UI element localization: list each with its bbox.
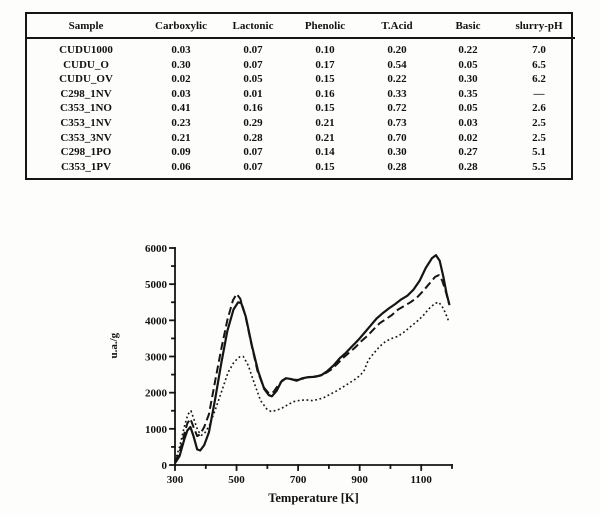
cell-value: 5.5 <box>532 160 546 173</box>
cell-value: 0.05 <box>243 73 263 86</box>
cell-value: 0.20 <box>387 44 407 56</box>
temperature-chart-svg <box>95 230 475 515</box>
cell-value: 0.30 <box>171 58 191 71</box>
cell-value: 0.28 <box>387 160 407 173</box>
cell-value: 0.21 <box>171 131 191 144</box>
cell-value: 0.17 <box>315 58 335 71</box>
cell-value: 2.5 <box>532 116 546 129</box>
y-tick-label: 1000 <box>145 423 167 436</box>
cell-value: 0.01 <box>243 87 263 100</box>
cell-value: 0.09 <box>171 146 191 159</box>
cell-sample: CUDU_OV <box>59 73 113 86</box>
table-row <box>27 131 575 146</box>
table-header-row <box>27 14 575 38</box>
cell-value: 0.07 <box>243 58 263 71</box>
header-lactonic: Lactonic <box>217 14 289 38</box>
cell-value: 0.23 <box>171 116 191 129</box>
cell-value: 0.73 <box>387 116 407 129</box>
y-axis-label: u.a./g <box>108 332 120 359</box>
header-phenolic: Phenolic <box>289 14 361 38</box>
cell-value: 7.0 <box>532 44 546 56</box>
cell-value: 0.05 <box>458 102 478 115</box>
cell-value: 0.06 <box>171 160 191 173</box>
table-row <box>27 73 575 88</box>
cell-sample: C298_1NV <box>60 87 112 100</box>
table-row <box>27 116 575 131</box>
x-axis-label: Temperature [K] <box>268 491 359 505</box>
cell-value: 0.30 <box>458 73 478 86</box>
cell-value: 0.22 <box>458 44 478 56</box>
table-row <box>27 160 575 175</box>
cell-value: 0.05 <box>458 58 478 71</box>
table-row <box>27 58 575 73</box>
acidity-table-grid <box>27 14 575 175</box>
cell-value: 0.16 <box>315 87 335 100</box>
cell-value: 0.41 <box>171 102 191 115</box>
series-dashed <box>175 275 449 462</box>
cell-sample: C353_1PV <box>60 160 112 173</box>
cell-value: 0.15 <box>315 73 335 86</box>
cell-value: 5.1 <box>532 146 546 159</box>
cell-value: 0.72 <box>387 102 407 115</box>
series-solid <box>175 255 450 463</box>
cell-value: 0.28 <box>243 131 263 144</box>
temperature-chart <box>95 230 475 515</box>
cell-value: 0.03 <box>458 116 478 129</box>
cell-value: 0.29 <box>243 116 263 129</box>
y-tick-label: 4000 <box>145 315 167 328</box>
cell-value: 0.21 <box>315 131 335 144</box>
cell-value: 0.07 <box>243 146 263 159</box>
header-carboxylic: Carboxylic <box>145 14 217 38</box>
cell-sample: C298_1PO <box>60 146 112 159</box>
cell-value: 0.03 <box>171 44 191 56</box>
table-row <box>27 38 575 58</box>
cell-sample: CUDU_O <box>63 58 109 71</box>
acidity-table <box>25 12 573 180</box>
x-tick-label: 1100 <box>410 474 432 486</box>
cell-value: 0.30 <box>387 146 407 159</box>
header-tacid: T.Acid <box>361 14 433 38</box>
cell-value: 0.02 <box>458 131 478 144</box>
y-tick-label: 6000 <box>145 243 167 255</box>
table-row <box>27 102 575 117</box>
cell-value: 0.33 <box>387 87 407 100</box>
cell-sample: C353_1NO <box>60 102 112 115</box>
cell-value: 0.02 <box>171 73 191 86</box>
y-tick-label: 3000 <box>145 351 167 364</box>
cell-value: 0.10 <box>315 44 335 56</box>
y-tick-label: 5000 <box>145 279 167 292</box>
table-row <box>27 87 575 102</box>
table-row <box>27 146 575 161</box>
cell-value: 0.35 <box>458 87 478 100</box>
cell-value: 0.70 <box>387 131 407 144</box>
x-tick-label: 900 <box>351 474 368 486</box>
cell-sample: CUDU1000 <box>59 44 113 56</box>
cell-value: 0.54 <box>387 58 407 71</box>
x-tick-label: 500 <box>228 474 245 486</box>
cell-value: 6.2 <box>532 73 546 86</box>
cell-value: 0.14 <box>315 146 335 159</box>
cell-value: 0.27 <box>458 146 478 159</box>
header-slurry-ph: slurry-pH <box>503 14 575 38</box>
header-sample: Sample <box>27 14 145 38</box>
cell-value: 0.07 <box>243 160 263 173</box>
cell-value: 0.03 <box>171 87 191 100</box>
cell-value: 0.15 <box>315 102 335 115</box>
x-tick-label: 300 <box>166 474 184 486</box>
header-basic: Basic <box>433 14 503 38</box>
cell-sample: C353_3NV <box>60 131 112 144</box>
y-tick-label: 0 <box>161 460 167 472</box>
x-tick-label: 700 <box>289 474 307 486</box>
cell-value: — <box>533 87 545 100</box>
cell-value: 0.15 <box>315 160 335 173</box>
cell-value: 6.5 <box>532 58 546 71</box>
cell-value: 0.07 <box>243 44 263 56</box>
cell-value: 0.22 <box>387 73 407 86</box>
cell-value: 2.6 <box>532 102 546 115</box>
cell-value: 0.28 <box>458 160 478 173</box>
y-tick-label: 2000 <box>145 387 167 400</box>
cell-value: 2.5 <box>532 131 546 144</box>
cell-value: 0.16 <box>243 102 263 115</box>
cell-value: 0.21 <box>315 116 335 129</box>
cell-sample: C353_1NV <box>60 116 112 129</box>
